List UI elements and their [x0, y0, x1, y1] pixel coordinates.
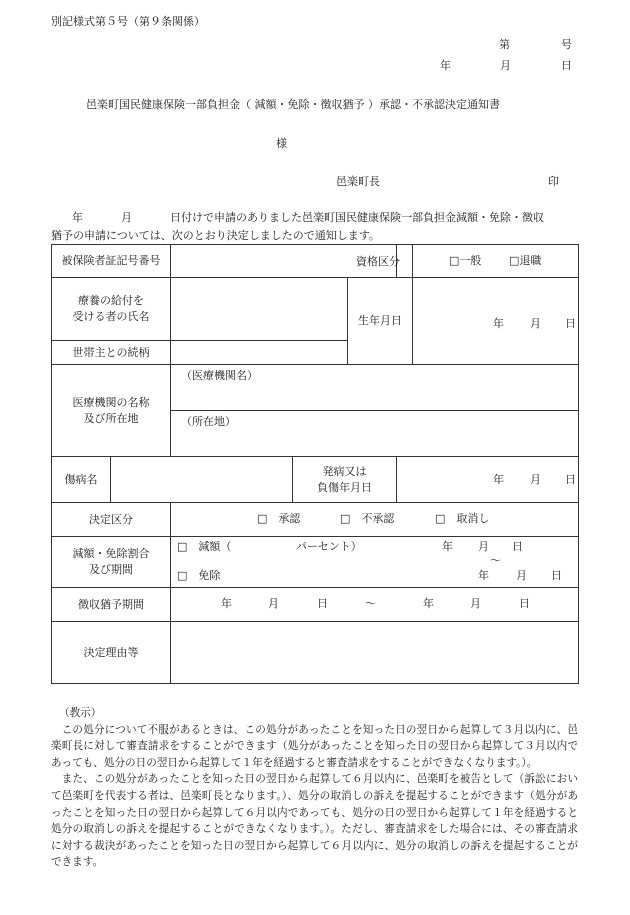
- birth-year-label: 年: [493, 317, 505, 330]
- reduction-label-line1: 減額・免除割合: [72, 547, 150, 560]
- period-end-day: 日: [551, 569, 562, 582]
- recipient-name-field[interactable]: [171, 278, 348, 341]
- notice-paragraph-1: この処分について不服があるときは、この処分があったことを知った日の翌日から起算して３月以内に、邑楽町長に対して審査請求をすることができます（処分があったことを知った日の翌日から起算して３月以内であっても、処分の日の翌日から起算して１年を経過すると審査請求をすることができなくなります。）。: [51, 723, 578, 769]
- issuer-name: 邑楽町長: [336, 175, 380, 188]
- date-month-label: 月: [500, 59, 511, 72]
- recipient-name-label-line1: 療養の給付を: [78, 294, 144, 307]
- insured-card-no-label: 被保険者証記号番号: [52, 245, 171, 278]
- birth-month-label: 月: [530, 317, 542, 330]
- reduction-genkaku-checkbox[interactable]: □ 減額（: [177, 540, 232, 553]
- onset-day-label: 日: [565, 473, 577, 486]
- birth-day-label: 日: [565, 317, 577, 330]
- deferral-start-month: 月: [268, 597, 279, 610]
- intro-month: 月: [121, 211, 132, 224]
- reduction-percent-label: パーセント）: [296, 540, 362, 553]
- date-year-label: 年: [440, 59, 451, 72]
- reduction-label-line2: 及び期間: [89, 563, 133, 576]
- decision-disapprove-checkbox[interactable]: □ 不承認: [340, 512, 395, 525]
- period-start-month: 月: [478, 540, 489, 553]
- reduction-field[interactable]: [171, 537, 579, 588]
- reason-field[interactable]: [171, 622, 579, 684]
- form-number: 別記様式第５号（第９条関係）: [51, 15, 205, 28]
- onset-label: [293, 457, 397, 503]
- institution-label-line2: 及び所在地: [83, 411, 139, 425]
- number-dai-label: 第: [499, 38, 510, 51]
- relation-label: 世帯主との続柄: [52, 341, 171, 365]
- relation-field[interactable]: [171, 341, 348, 365]
- eligibility-ippan[interactable]: □一般: [449, 254, 482, 267]
- period-start-day: 日: [512, 540, 523, 553]
- notice-heading: （教示）: [59, 707, 102, 719]
- onset-year-label: 年: [493, 473, 505, 486]
- institution-label-line1: 医療機関の名称: [72, 395, 150, 409]
- deferral-end-day: 日: [519, 597, 530, 610]
- document-title: 邑楽町国民健康保険一部負担金（ 減額・免除・徴収猶予 ）承認・不承認決定通知書: [86, 98, 500, 111]
- addressee-sama: 様: [276, 137, 287, 150]
- decision-options: [171, 503, 579, 537]
- deferral-period-field[interactable]: [171, 588, 579, 622]
- period-tilde: ～: [490, 554, 501, 567]
- period-end-month: 月: [516, 569, 527, 582]
- decision-cancel-checkbox[interactable]: □ 取消し: [435, 512, 490, 525]
- institution-name-hint: （医療機関名）: [181, 369, 258, 382]
- recipient-name-label: [52, 278, 171, 341]
- institution-label: [52, 365, 171, 457]
- onset-date-field[interactable]: [397, 457, 579, 503]
- reduction-label: [52, 537, 171, 588]
- deferral-end-year: 年: [423, 597, 434, 610]
- notice-paragraph-2: また、この処分があったことを知った日の翌日から起算して６月以内に、邑楽町を被告として（訴訟において邑楽町を代表する者は、邑楽町長となります。）、処分の取消しの訴えを提起することができます（処分があったことを知った日の翌日から起算して６月以内であっても、処分の日の翌日から起算して１年を経過すると処分の取消しの訴えを提起することができなくなります。）。ただし、審査請求をした場合には、その審査請求に対する裁決があったことを知った日の翌日から起算して６月以内に、処分の取消しの訴えを提起することができます。: [51, 773, 578, 869]
- legal-notice: [51, 705, 578, 871]
- deferral-label: 徴収猶予期間: [52, 588, 171, 622]
- onset-month-label: 月: [530, 473, 542, 486]
- eligibility-label: 資格区分: [356, 255, 400, 268]
- period-end-year: 年: [478, 569, 489, 582]
- intro-line-2: 猶予の申請については、次のとおり決定しましたので通知します。: [51, 229, 380, 242]
- reason-label: 決定理由等: [52, 622, 171, 684]
- institution-field[interactable]: [171, 365, 579, 457]
- decision-table: [51, 244, 579, 684]
- disease-field[interactable]: [111, 457, 293, 503]
- reduction-menjo-checkbox[interactable]: □ 免除: [177, 569, 221, 582]
- decision-approve-checkbox[interactable]: □ 承認: [257, 512, 301, 525]
- intro-year: 年: [72, 211, 83, 224]
- date-day-label: 日: [561, 59, 572, 72]
- institution-address-hint: （所在地）: [181, 415, 236, 428]
- deferral-start-year: 年: [221, 597, 232, 610]
- disease-label: 傷病名: [52, 457, 111, 503]
- seal-mark: 印: [548, 175, 559, 188]
- deferral-end-month: 月: [470, 597, 481, 610]
- number-go-label: 号: [561, 38, 572, 51]
- deferral-tilde: ～: [365, 597, 376, 610]
- eligibility-taishoku[interactable]: □退職: [509, 254, 542, 267]
- period-start-year: 年: [442, 540, 453, 553]
- eligibility-options: [413, 245, 579, 278]
- onset-label-line1: 発病又は: [322, 464, 367, 478]
- onset-label-line2: 負傷年月日: [317, 480, 372, 494]
- recipient-name-label-line2: 受ける者の氏名: [72, 310, 150, 323]
- birthdate-field[interactable]: [413, 278, 579, 365]
- deferral-start-day: 日: [317, 597, 328, 610]
- intro-line-1: 日付けで申請のありました邑楽町国民健康保険一部負担金減額・免除・徴収: [170, 211, 544, 224]
- birthdate-label: 生年月日: [348, 278, 413, 365]
- decision-label: 決定区分: [52, 503, 171, 537]
